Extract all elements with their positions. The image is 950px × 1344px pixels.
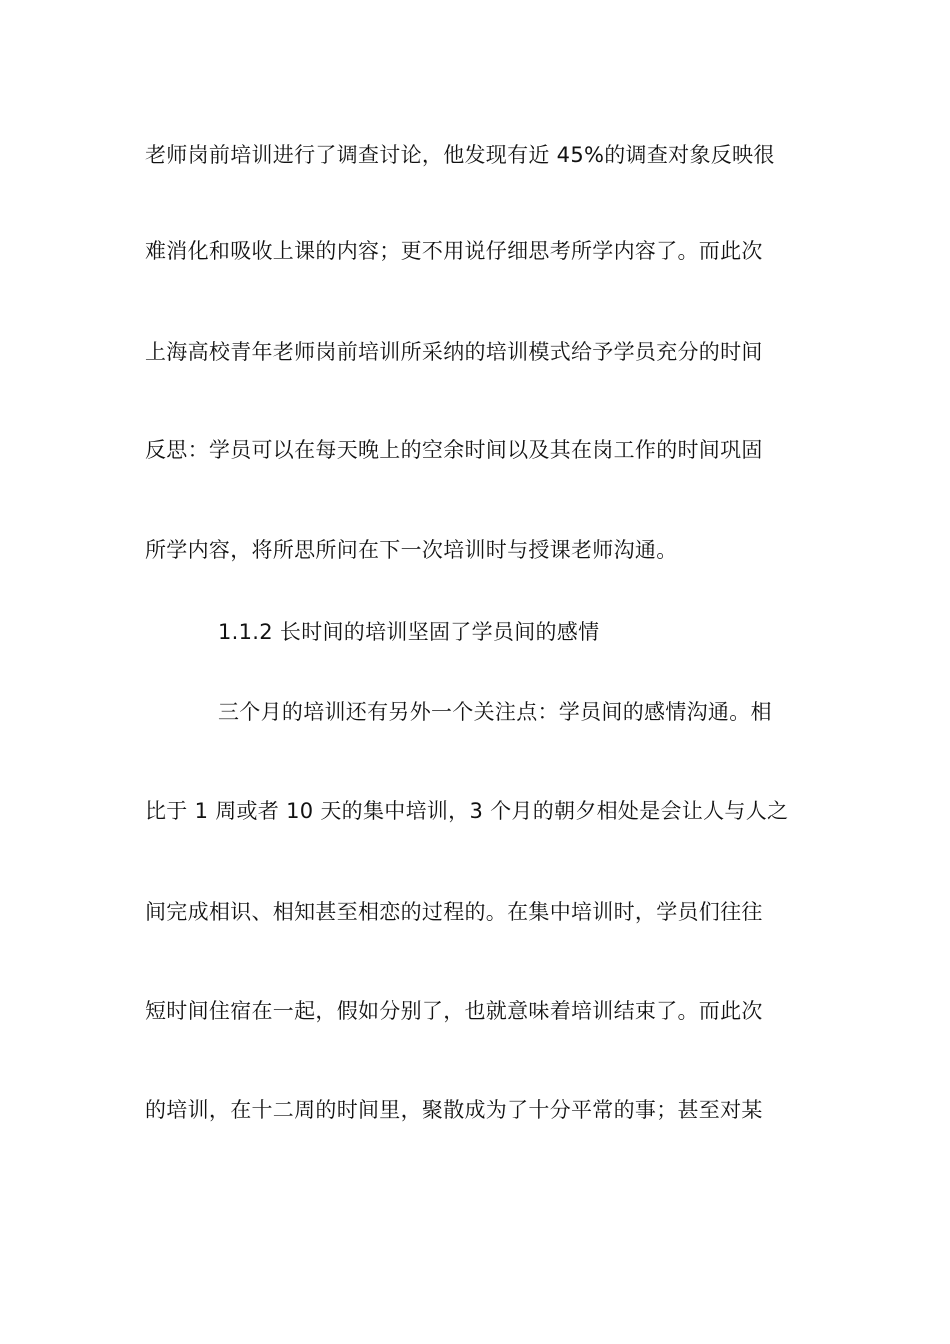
- paragraph-line: 短时间住宿在一起，假如分别了，也就意味着培训结束了。而此次: [145, 999, 763, 1023]
- paragraph-line: 难消化和吸收上课的内容；更不用说仔细思考所学内容了。而此次: [145, 239, 763, 263]
- paragraph-line: 反思：学员可以在每天晚上的空余时间以及其在岗工作的时间巩固: [145, 438, 763, 462]
- paragraph-line: 老师岗前培训进行了调查讨论，他发现有近 45%的调查对象反映很: [145, 143, 775, 167]
- paragraph-line: 间完成相识、相知甚至相恋的过程的。在集中培训时，学员们往往: [145, 900, 763, 924]
- paragraph-line: 的培训，在十二周的时间里，聚散成为了十分平常的事；甚至对某: [145, 1098, 763, 1122]
- paragraph-line: 所学内容，将所思所问在下一次培训时与授课老师沟通。: [145, 538, 678, 562]
- paragraph-line: 上海高校青年老师岗前培训所采纳的培训模式给予学员充分的时间: [145, 340, 763, 364]
- section-heading: 1.1.2 长时间的培训坚固了学员间的感情: [218, 620, 600, 644]
- paragraph-line: 三个月的培训还有另外一个关注点：学员间的感情沟通。相: [218, 700, 772, 724]
- paragraph-line: 比于 1 周或者 10 天的集中培训，3 个月的朝夕相处是会让人与人之: [145, 799, 789, 823]
